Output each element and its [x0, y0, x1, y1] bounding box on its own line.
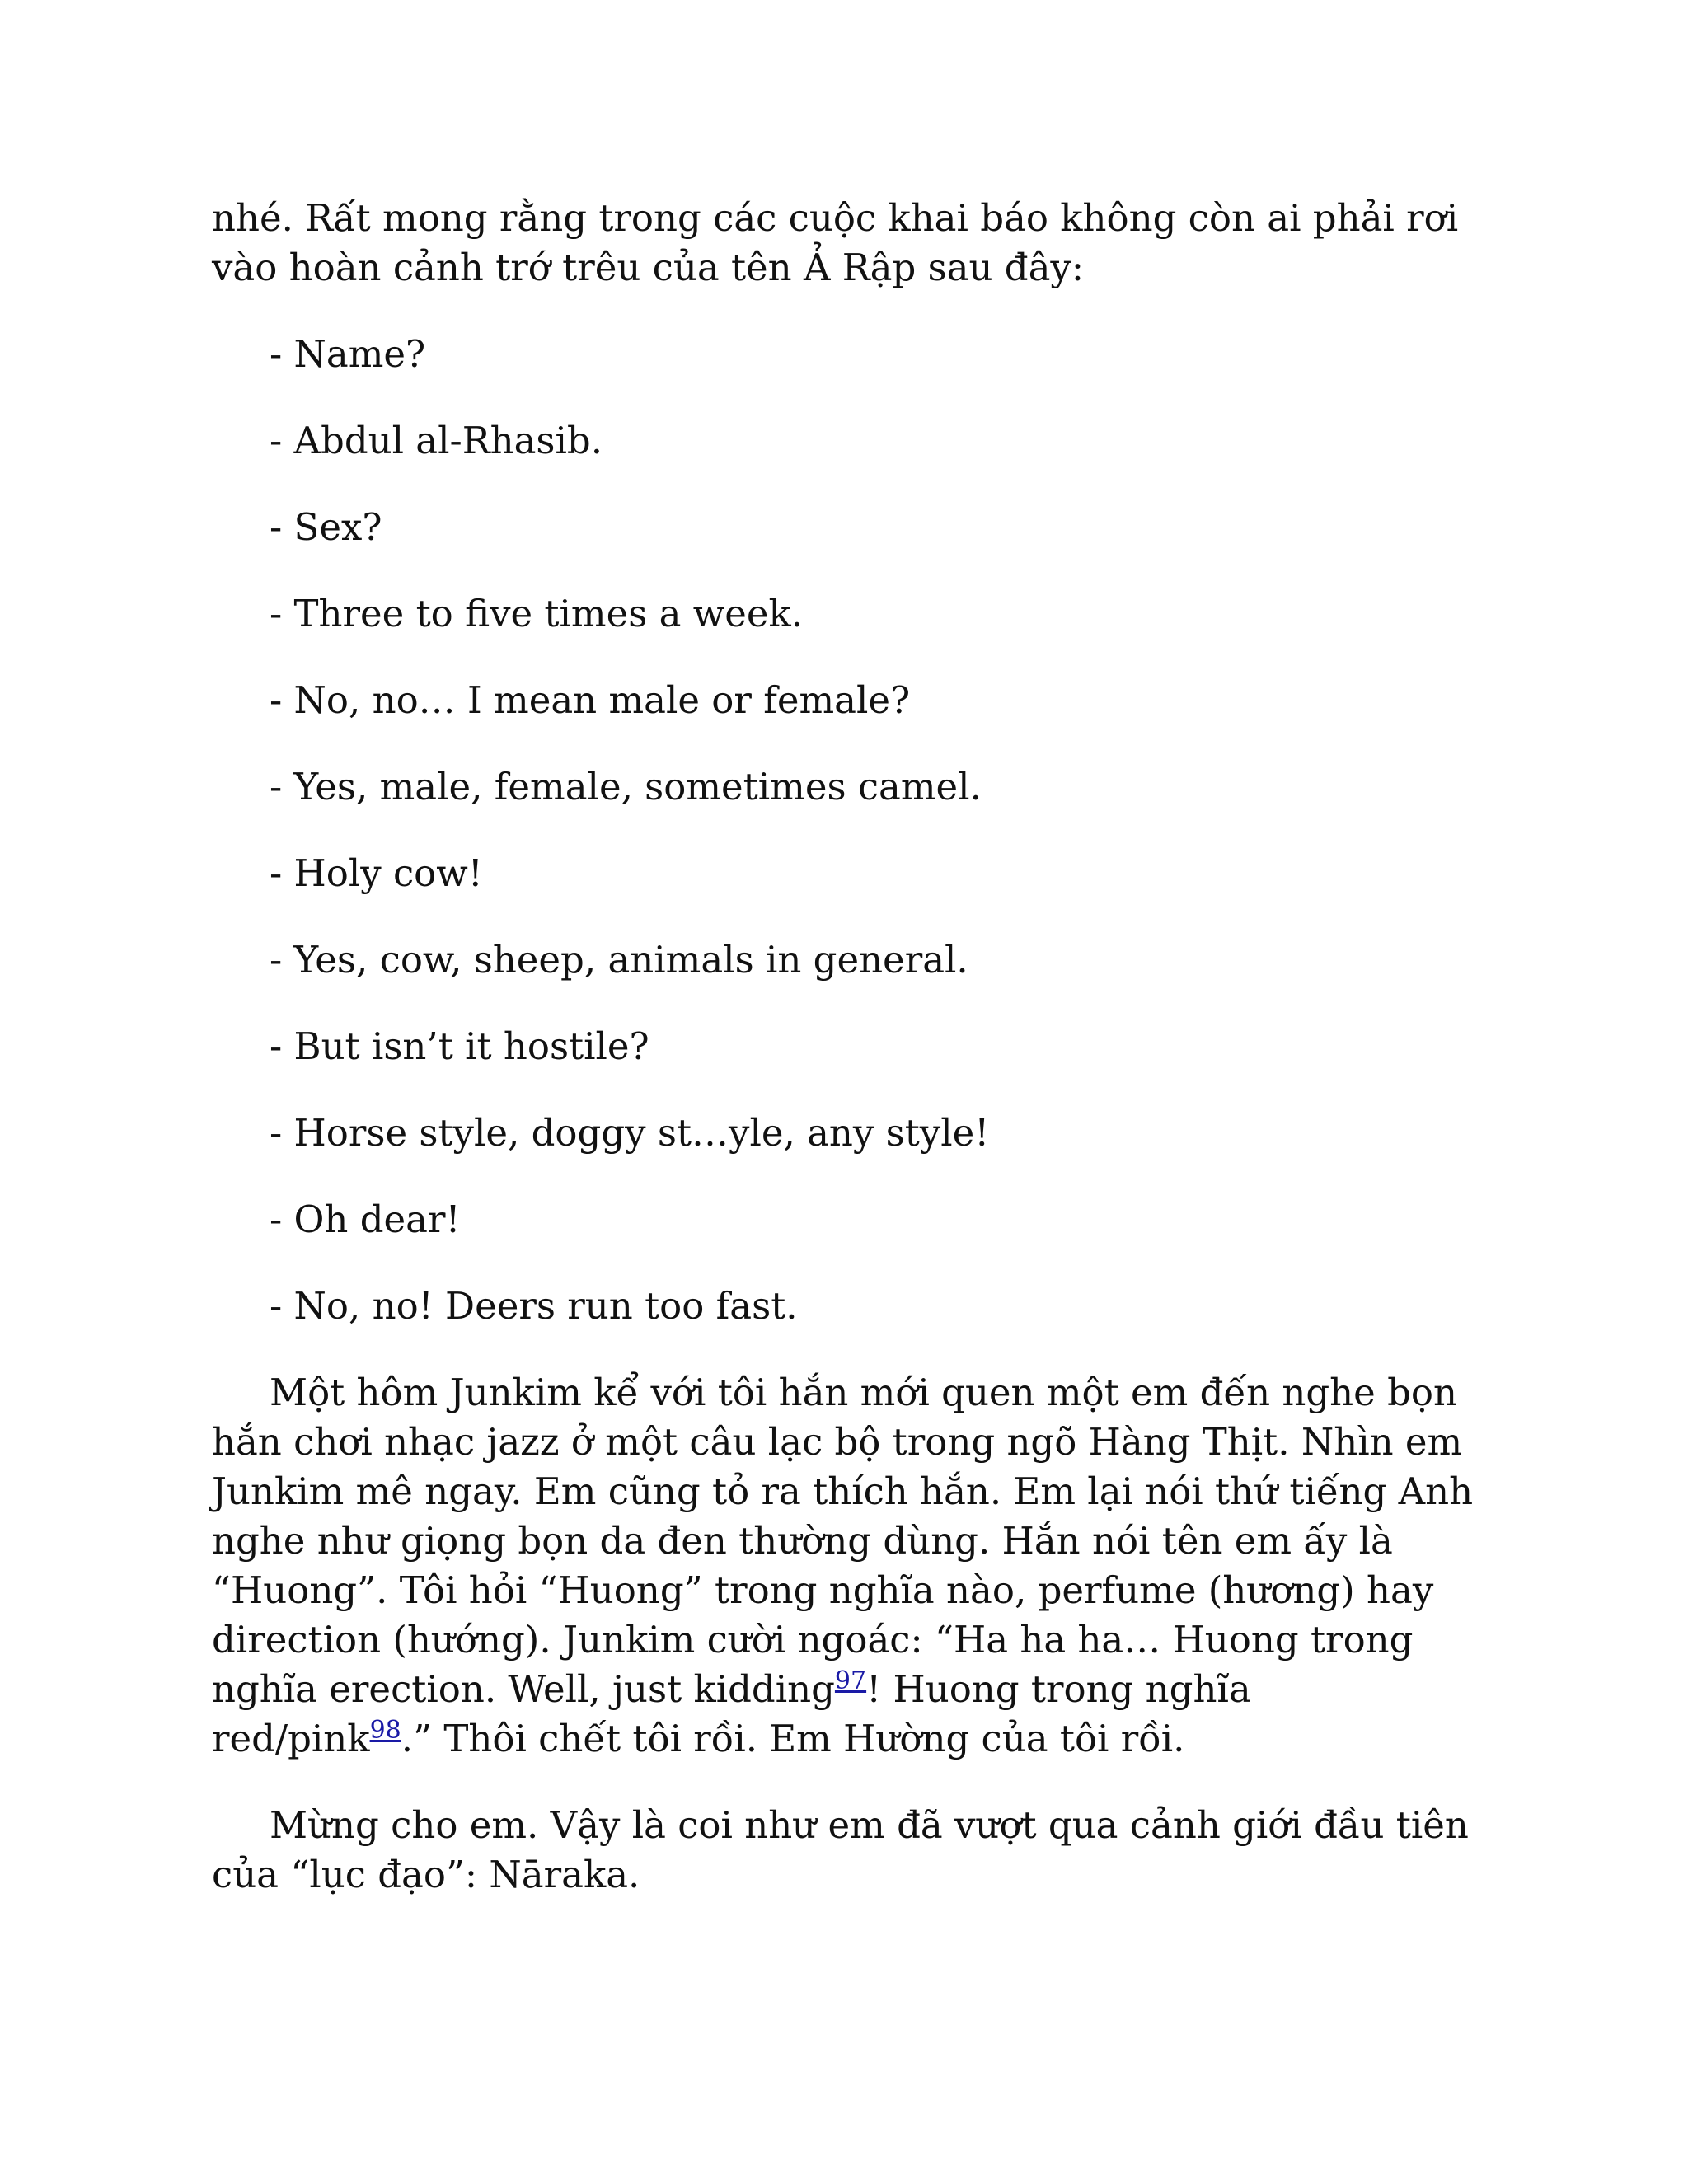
intro-paragraph: nhé. Rất mong rằng trong các cuộc khai báo không còn ai phải rơi vào hoàn cảnh trớ trêu của tên Ả Rập sau đây: — [212, 196, 1459, 289]
dialogue-line: - Oh dear! — [270, 1197, 461, 1241]
dialogue-block — [212, 330, 1481, 1331]
paragraph-text: .” Thôi chết tôi rồi. Em Hường của tôi rồi. — [401, 1717, 1185, 1760]
dialogue-line: - No, no… I mean male or female? — [270, 678, 911, 722]
dialogue-line: - No, no! Deers run too fast. — [270, 1284, 798, 1328]
dialogue-line: - Sex? — [270, 505, 382, 549]
dialogue-line: - Three to five times a week. — [270, 592, 804, 635]
paragraph-text: Một hôm Junkim kể với tôi hắn mới quen một em đến nghe bọn hắn chơi nhạc jazz ở một câu lạc bộ trong ngõ Hàng Thịt. Nhìn em Junkim mê ngay. Em cũng tỏ ra thích hắn. Em lại nói thứ tiếng Anh nghe như giọng bọn da đen thường dùng. Hắn nói tên em ấy là “Huong”. Tôi hỏi “Huong” trong nghĩa nào, perfume (hương) hay direction (hướng). Junkim cười ngoác: “Ha ha ha… Huong trong nghĩa erection. Well, just kidding — [212, 1371, 1474, 1711]
document-page — [212, 194, 1481, 1937]
dialogue-line: - Name? — [270, 332, 426, 376]
body-paragraph-naraka: Mừng cho em. Vậy là coi như em đã vượt qua cảnh giới đầu tiên của “lục đạo”: Nāraka. — [212, 1803, 1469, 1896]
footnote-link-98[interactable]: 98 — [369, 1716, 401, 1745]
footnote-link-97[interactable]: 97 — [834, 1666, 867, 1695]
dialogue-line: - But isn’t it hostile? — [270, 1024, 649, 1068]
dialogue-line: - Yes, cow, sheep, animals in general. — [270, 938, 968, 982]
dialogue-line: - Holy cow! — [270, 851, 483, 895]
dialogue-line: - Abdul al-Rhasib. — [270, 419, 603, 462]
dialogue-line: - Horse style, doggy st…yle, any style! — [270, 1111, 990, 1155]
body-paragraph-junkim — [212, 1368, 1481, 1764]
dialogue-line: - Yes, male, female, sometimes camel. — [270, 765, 982, 808]
paragraph-text: ! Huong trong nghĩa red/pink — [212, 1667, 1251, 1760]
